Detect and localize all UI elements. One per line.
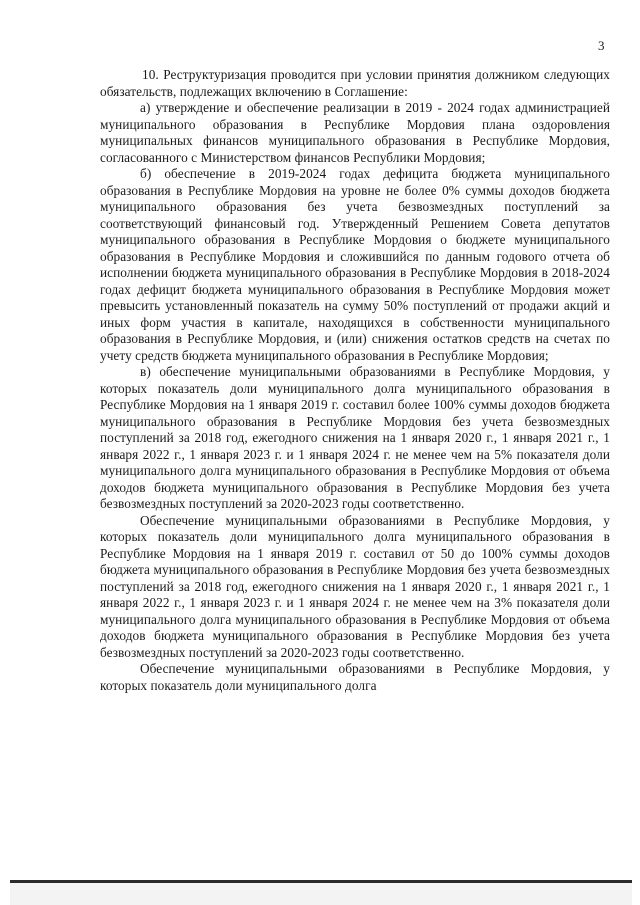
paragraph-item-a: а) утверждение и обеспечение реализации в 2019 - 2024 годах администрацией муниципального образования в Республике Мордовия плана оздоровления муниципальных финансов муниципального образования в Республике Мордовия, согласованного с Министерством финансов Республики Мордовия; <box>100 100 610 165</box>
paragraph-10-intro: 10. Реструктуризация проводится при условии принятия должником следующих обязательств, подлежащих включению в Соглашение: <box>100 67 610 99</box>
page-number: 3 <box>598 38 605 53</box>
scan-bottom-margin <box>10 883 632 905</box>
paragraph-debt-continued: Обеспечение муниципальными образованиями в Республике Мордовия, у которых показатель доли муниципального долга <box>100 661 610 693</box>
paragraph-item-v: в) обеспечение муниципальными образованиями в Республике Мордовия, у которых показатель доли муниципального долга муниципального образования в Республике Мордовия на 1 января 2019 г. составил более 100% суммы доходов бюджета муниципального образования в Республике Мордовия без учета безвозмездных поступлений за 2018 год, ежегодного снижения на 1 января 2020 г., 1 января 2021 г., 1 января 2022 г., 1 января 2023 г. и 1 января 2024 г. не менее чем на 5% показателя доли муниципального долга муниципального образования в Республике Мордовия от объема доходов бюджета муниципального образования в Республике Мордовия без учета безвозмездных поступлений за 2020-2023 годы соответственно. <box>100 364 610 511</box>
paragraph-debt-50-100: Обеспечение муниципальными образованиями в Республике Мордовия, у которых показатель доли муниципального долга муниципального образования в Республике Мордовия на 1 января 2019 г. составил от 50 до 100% суммы доходов бюджета муниципального образования в Республике Мордовия без учета безвозмездных поступлений за 2018 год, ежегодного снижения на 1 января 2020 г., 1 января 2021 г., 1 января 2022 г., 1 января 2023 г. и 1 января 2024 г. не менее чем на 3% показателя доли муниципального долга муниципального образования в Республике Мордовия от объема доходов бюджета муниципального образования в Республике Мордовия без учета безвозмездных поступлений за 2020-2023 годы соответственно. <box>100 512 610 660</box>
paragraph-item-b: б) обеспечение в 2019-2024 годах дефицита бюджета муниципального образования в Республике Мордовия на уровне не более 0% суммы доходов бюджета муниципального образования без учета безвозмездных поступлений за соответствующий финансовый год. Утвержденный Решением Совета депутатов муниципального образования в Республике Мордовия о бюджете муниципального образования в Республике Мордовия и сложившийся по данным годового отчета об исполнении бюджета муниципального образования в Республике Мордовия в 2018-2024 годах дефицит бюджета муниципального образования в Республике Мордовия может превысить установленный показатель на сумму 50% поступлений от продажи акций и иных форм участия в капитале, находящихся в собственности муниципального образования в Республике Мордовия, и (или) снижения остатков средств на счетах по учету средств бюджета муниципального образования в Республике Мордовия; <box>100 166 610 363</box>
document-body <box>100 67 610 694</box>
